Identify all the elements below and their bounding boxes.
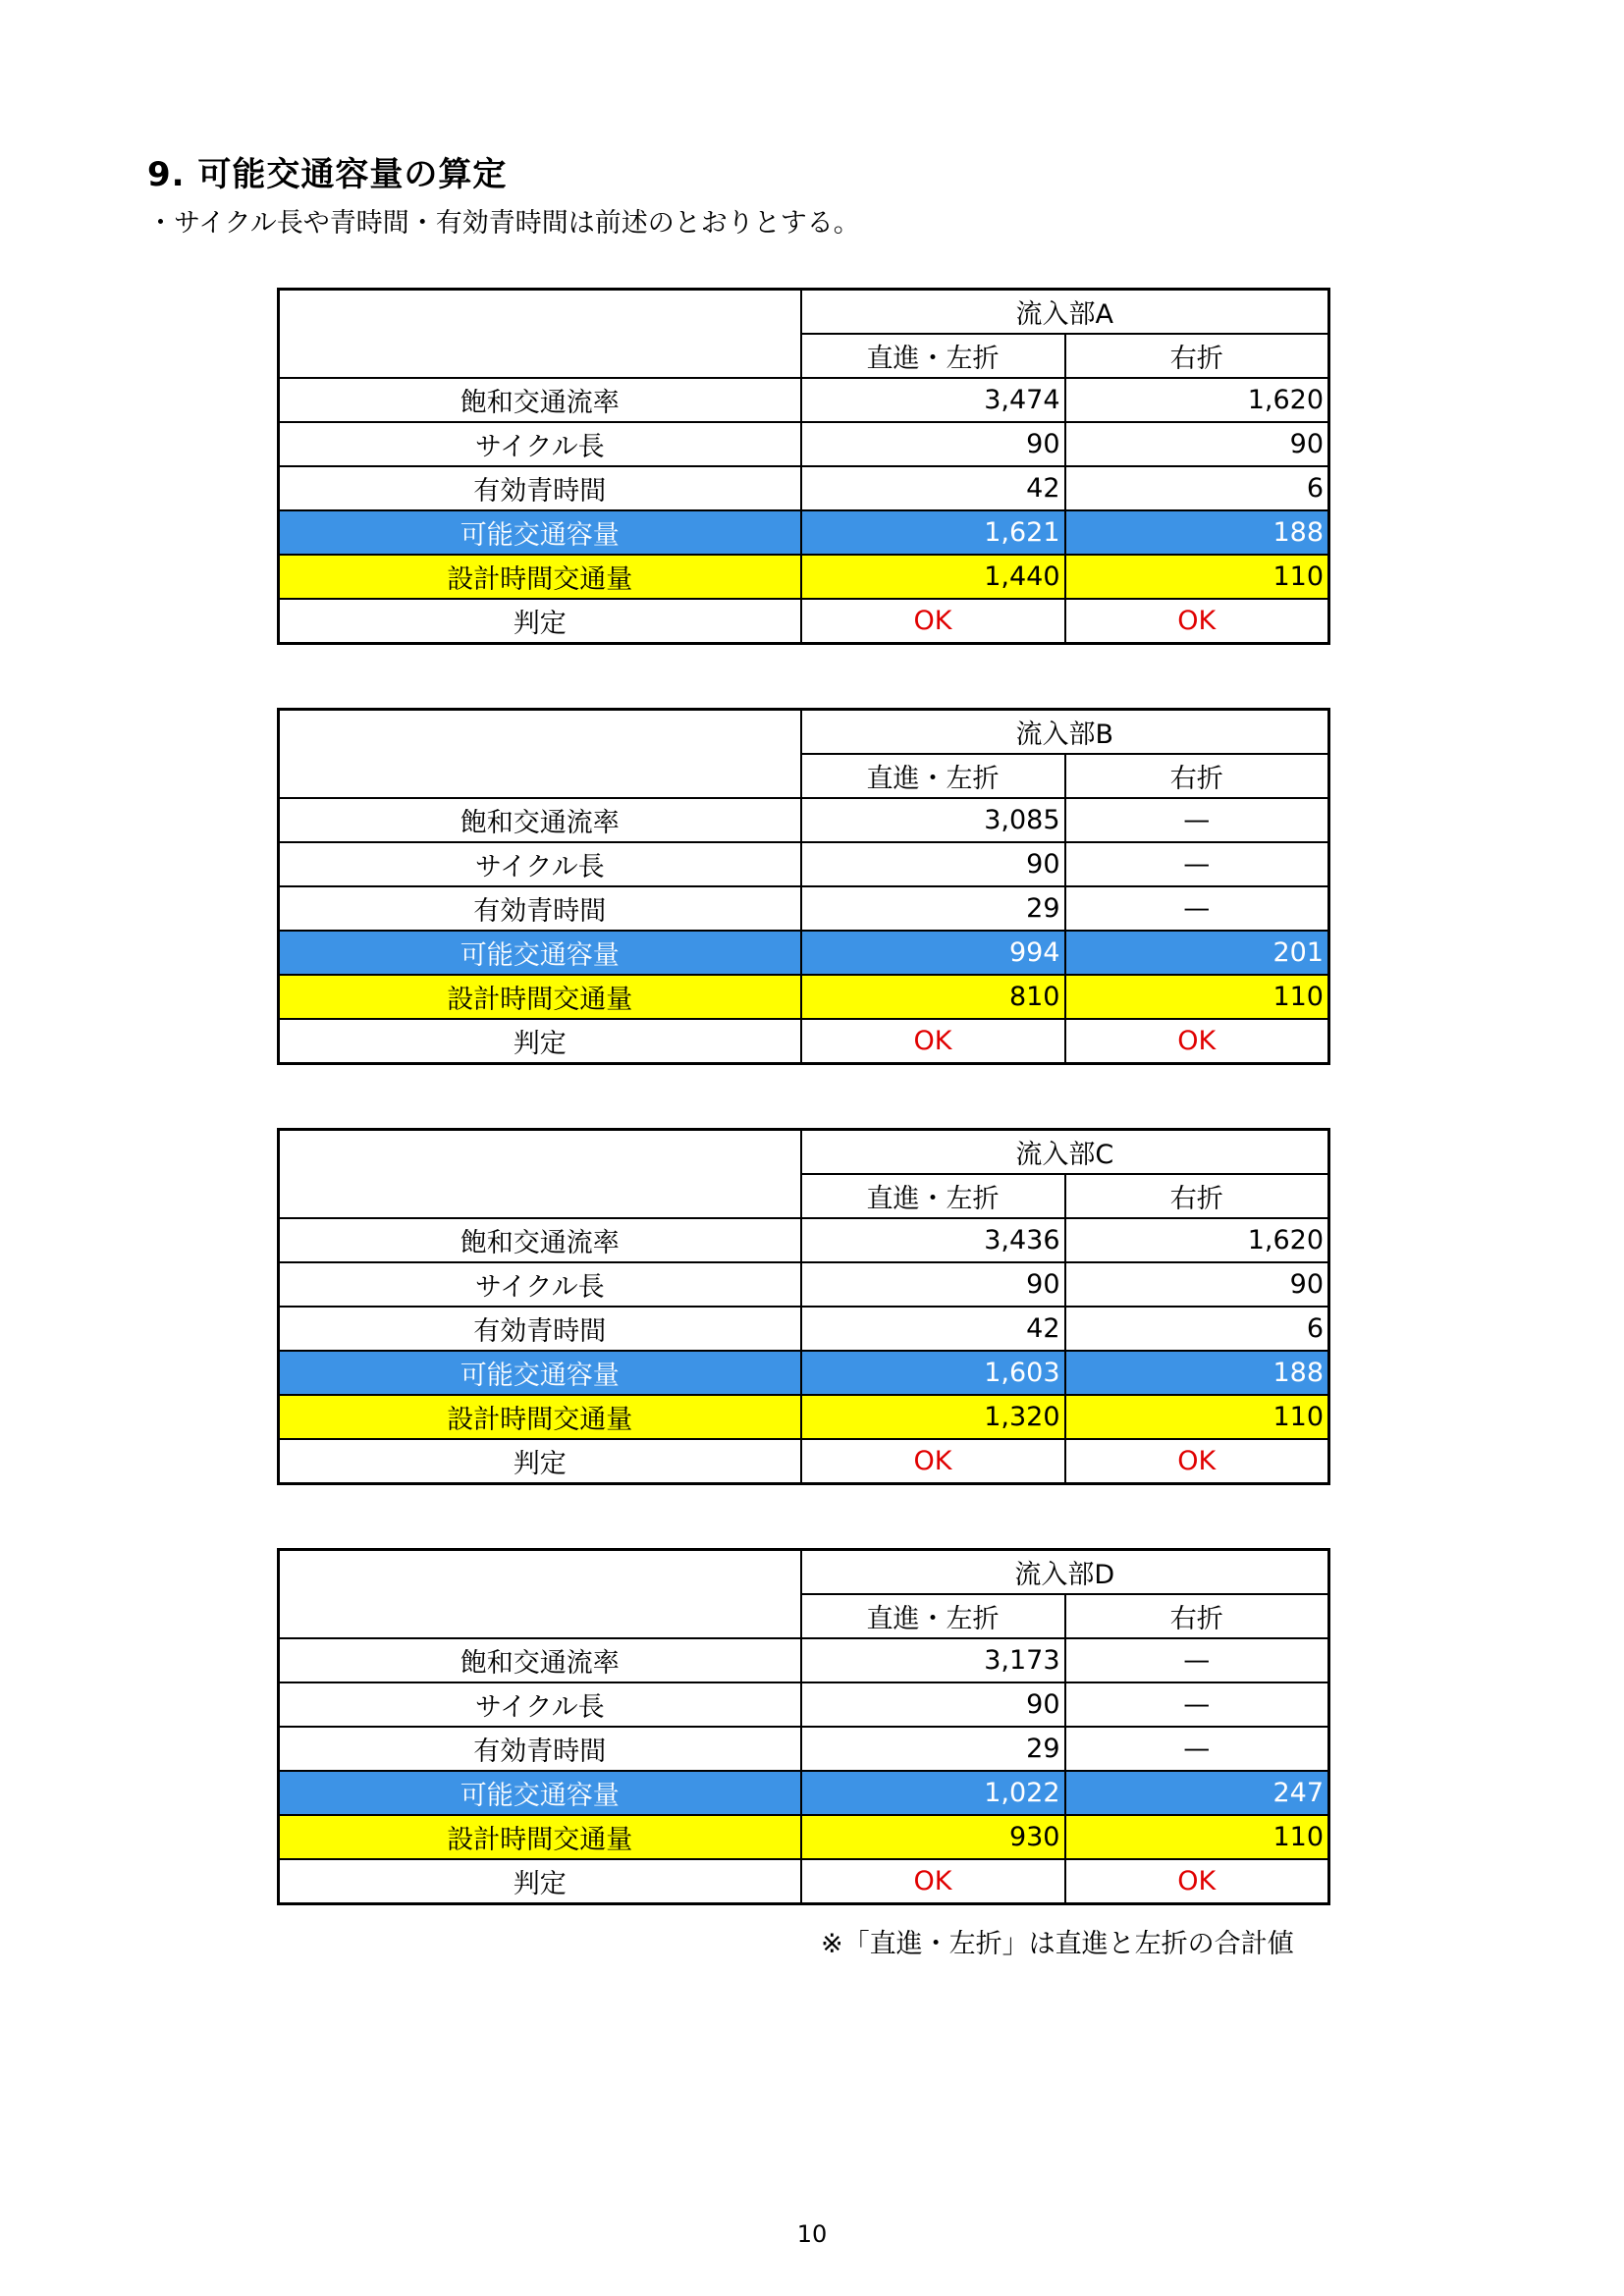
table-title: 流入部C [801, 1130, 1329, 1175]
row-capacity [279, 1351, 1329, 1395]
col-header-straight-left: 直進・左折 [801, 334, 1065, 378]
judgment-cell: OK [1065, 1019, 1329, 1064]
flow-table-c [277, 1128, 1330, 1485]
judgment-cell: OK [1065, 599, 1329, 644]
value-cell: 201 [1065, 931, 1329, 975]
col-header-straight-left: 直進・左折 [801, 1594, 1065, 1638]
row-label: 設計時間交通量 [279, 555, 801, 599]
judgment-cell: OK [1065, 1859, 1329, 1904]
value-cell: 110 [1065, 555, 1329, 599]
value-cell: 90 [801, 422, 1065, 466]
value-cell: 1,320 [801, 1395, 1065, 1439]
value-cell: 42 [801, 466, 1065, 510]
value-cell: 1,621 [801, 510, 1065, 555]
row-label: 可能交通容量 [279, 510, 801, 555]
table-title: 流入部B [801, 710, 1329, 755]
value-cell: — [1065, 1727, 1329, 1771]
value-cell: 110 [1065, 975, 1329, 1019]
row-label: 判定 [279, 1439, 801, 1484]
row-label: 有効青時間 [279, 1307, 801, 1351]
judgment-cell: OK [801, 599, 1065, 644]
value-cell: 90 [1065, 1262, 1329, 1307]
value-cell: 110 [1065, 1395, 1329, 1439]
value-cell: 930 [801, 1815, 1065, 1859]
value-cell: — [1065, 798, 1329, 842]
value-cell: — [1065, 842, 1329, 886]
value-cell: — [1065, 1638, 1329, 1682]
value-cell: 810 [801, 975, 1065, 1019]
col-header-straight-left: 直進・左折 [801, 1174, 1065, 1218]
row-judgment [279, 599, 1329, 644]
judgment-cell: OK [801, 1439, 1065, 1484]
value-cell: 90 [801, 842, 1065, 886]
row-cycle [279, 422, 1329, 466]
flow-table-a [277, 288, 1330, 645]
value-cell: 90 [801, 1682, 1065, 1727]
row-label: 飽和交通流率 [279, 798, 801, 842]
value-cell: — [1065, 1682, 1329, 1727]
table-title: 流入部D [801, 1550, 1329, 1595]
row-label: 設計時間交通量 [279, 975, 801, 1019]
row-green [279, 886, 1329, 931]
row-cycle [279, 842, 1329, 886]
row-cycle [279, 1682, 1329, 1727]
value-cell: 42 [801, 1307, 1065, 1351]
judgment-cell: OK [801, 1859, 1065, 1904]
row-judgment [279, 1859, 1329, 1904]
col-header-right-turn: 右折 [1065, 1594, 1329, 1638]
footnote: ※「直進・左折」は直進と左折の合計値 [821, 1929, 1294, 1959]
corner-cell [279, 1550, 801, 1639]
row-label: 可能交通容量 [279, 931, 801, 975]
flow-table-b [277, 708, 1330, 1065]
row-judgment [279, 1439, 1329, 1484]
section-heading: 9. 可能交通容量の算定 [147, 155, 508, 194]
flow-table-d [277, 1548, 1330, 1905]
value-cell: 90 [801, 1262, 1065, 1307]
row-label: サイクル長 [279, 842, 801, 886]
value-cell: 1,620 [1065, 378, 1329, 422]
judgment-cell: OK [801, 1019, 1065, 1064]
col-header-right-turn: 右折 [1065, 1174, 1329, 1218]
row-judgment [279, 1019, 1329, 1064]
value-cell: 3,436 [801, 1218, 1065, 1262]
col-header-right-turn: 右折 [1065, 754, 1329, 798]
row-label: 飽和交通流率 [279, 1218, 801, 1262]
row-label: 判定 [279, 1019, 801, 1064]
judgment-cell: OK [1065, 1439, 1329, 1484]
intro-text: ・サイクル長や青時間・有効青時間は前述のとおりとする。 [147, 208, 860, 239]
value-cell: 1,440 [801, 555, 1065, 599]
row-label: 設計時間交通量 [279, 1815, 801, 1859]
row-green [279, 466, 1329, 510]
page-number: 10 [796, 2220, 828, 2248]
row-green [279, 1727, 1329, 1771]
row-label: 有効青時間 [279, 1727, 801, 1771]
row-label: 可能交通容量 [279, 1771, 801, 1815]
row-cycle [279, 1262, 1329, 1307]
value-cell: 29 [801, 1727, 1065, 1771]
row-label: 飽和交通流率 [279, 378, 801, 422]
value-cell: 6 [1065, 1307, 1329, 1351]
row-label: 設計時間交通量 [279, 1395, 801, 1439]
value-cell: 3,173 [801, 1638, 1065, 1682]
table-title: 流入部A [801, 290, 1329, 335]
value-cell: — [1065, 886, 1329, 931]
row-label: 判定 [279, 1859, 801, 1904]
row-design-volume [279, 1815, 1329, 1859]
value-cell: 3,474 [801, 378, 1065, 422]
row-design-volume [279, 1395, 1329, 1439]
value-cell: 1,620 [1065, 1218, 1329, 1262]
value-cell: 247 [1065, 1771, 1329, 1815]
corner-cell [279, 290, 801, 379]
value-cell: 1,603 [801, 1351, 1065, 1395]
row-saturation [279, 1218, 1329, 1262]
value-cell: 188 [1065, 510, 1329, 555]
value-cell: 6 [1065, 466, 1329, 510]
row-saturation [279, 1638, 1329, 1682]
row-label: 有効青時間 [279, 886, 801, 931]
value-cell: 188 [1065, 1351, 1329, 1395]
value-cell: 110 [1065, 1815, 1329, 1859]
row-label: サイクル長 [279, 422, 801, 466]
row-green [279, 1307, 1329, 1351]
value-cell: 994 [801, 931, 1065, 975]
row-design-volume [279, 555, 1329, 599]
row-label: 有効青時間 [279, 466, 801, 510]
row-capacity [279, 931, 1329, 975]
row-label: サイクル長 [279, 1262, 801, 1307]
col-header-straight-left: 直進・左折 [801, 754, 1065, 798]
value-cell: 29 [801, 886, 1065, 931]
row-saturation [279, 378, 1329, 422]
corner-cell [279, 710, 801, 799]
row-label: 可能交通容量 [279, 1351, 801, 1395]
value-cell: 1,022 [801, 1771, 1065, 1815]
col-header-right-turn: 右折 [1065, 334, 1329, 378]
value-cell: 3,085 [801, 798, 1065, 842]
row-label: 判定 [279, 599, 801, 644]
row-label: サイクル長 [279, 1682, 801, 1727]
corner-cell [279, 1130, 801, 1219]
row-saturation [279, 798, 1329, 842]
row-design-volume [279, 975, 1329, 1019]
row-label: 飽和交通流率 [279, 1638, 801, 1682]
row-capacity [279, 1771, 1329, 1815]
row-capacity [279, 510, 1329, 555]
value-cell: 90 [1065, 422, 1329, 466]
